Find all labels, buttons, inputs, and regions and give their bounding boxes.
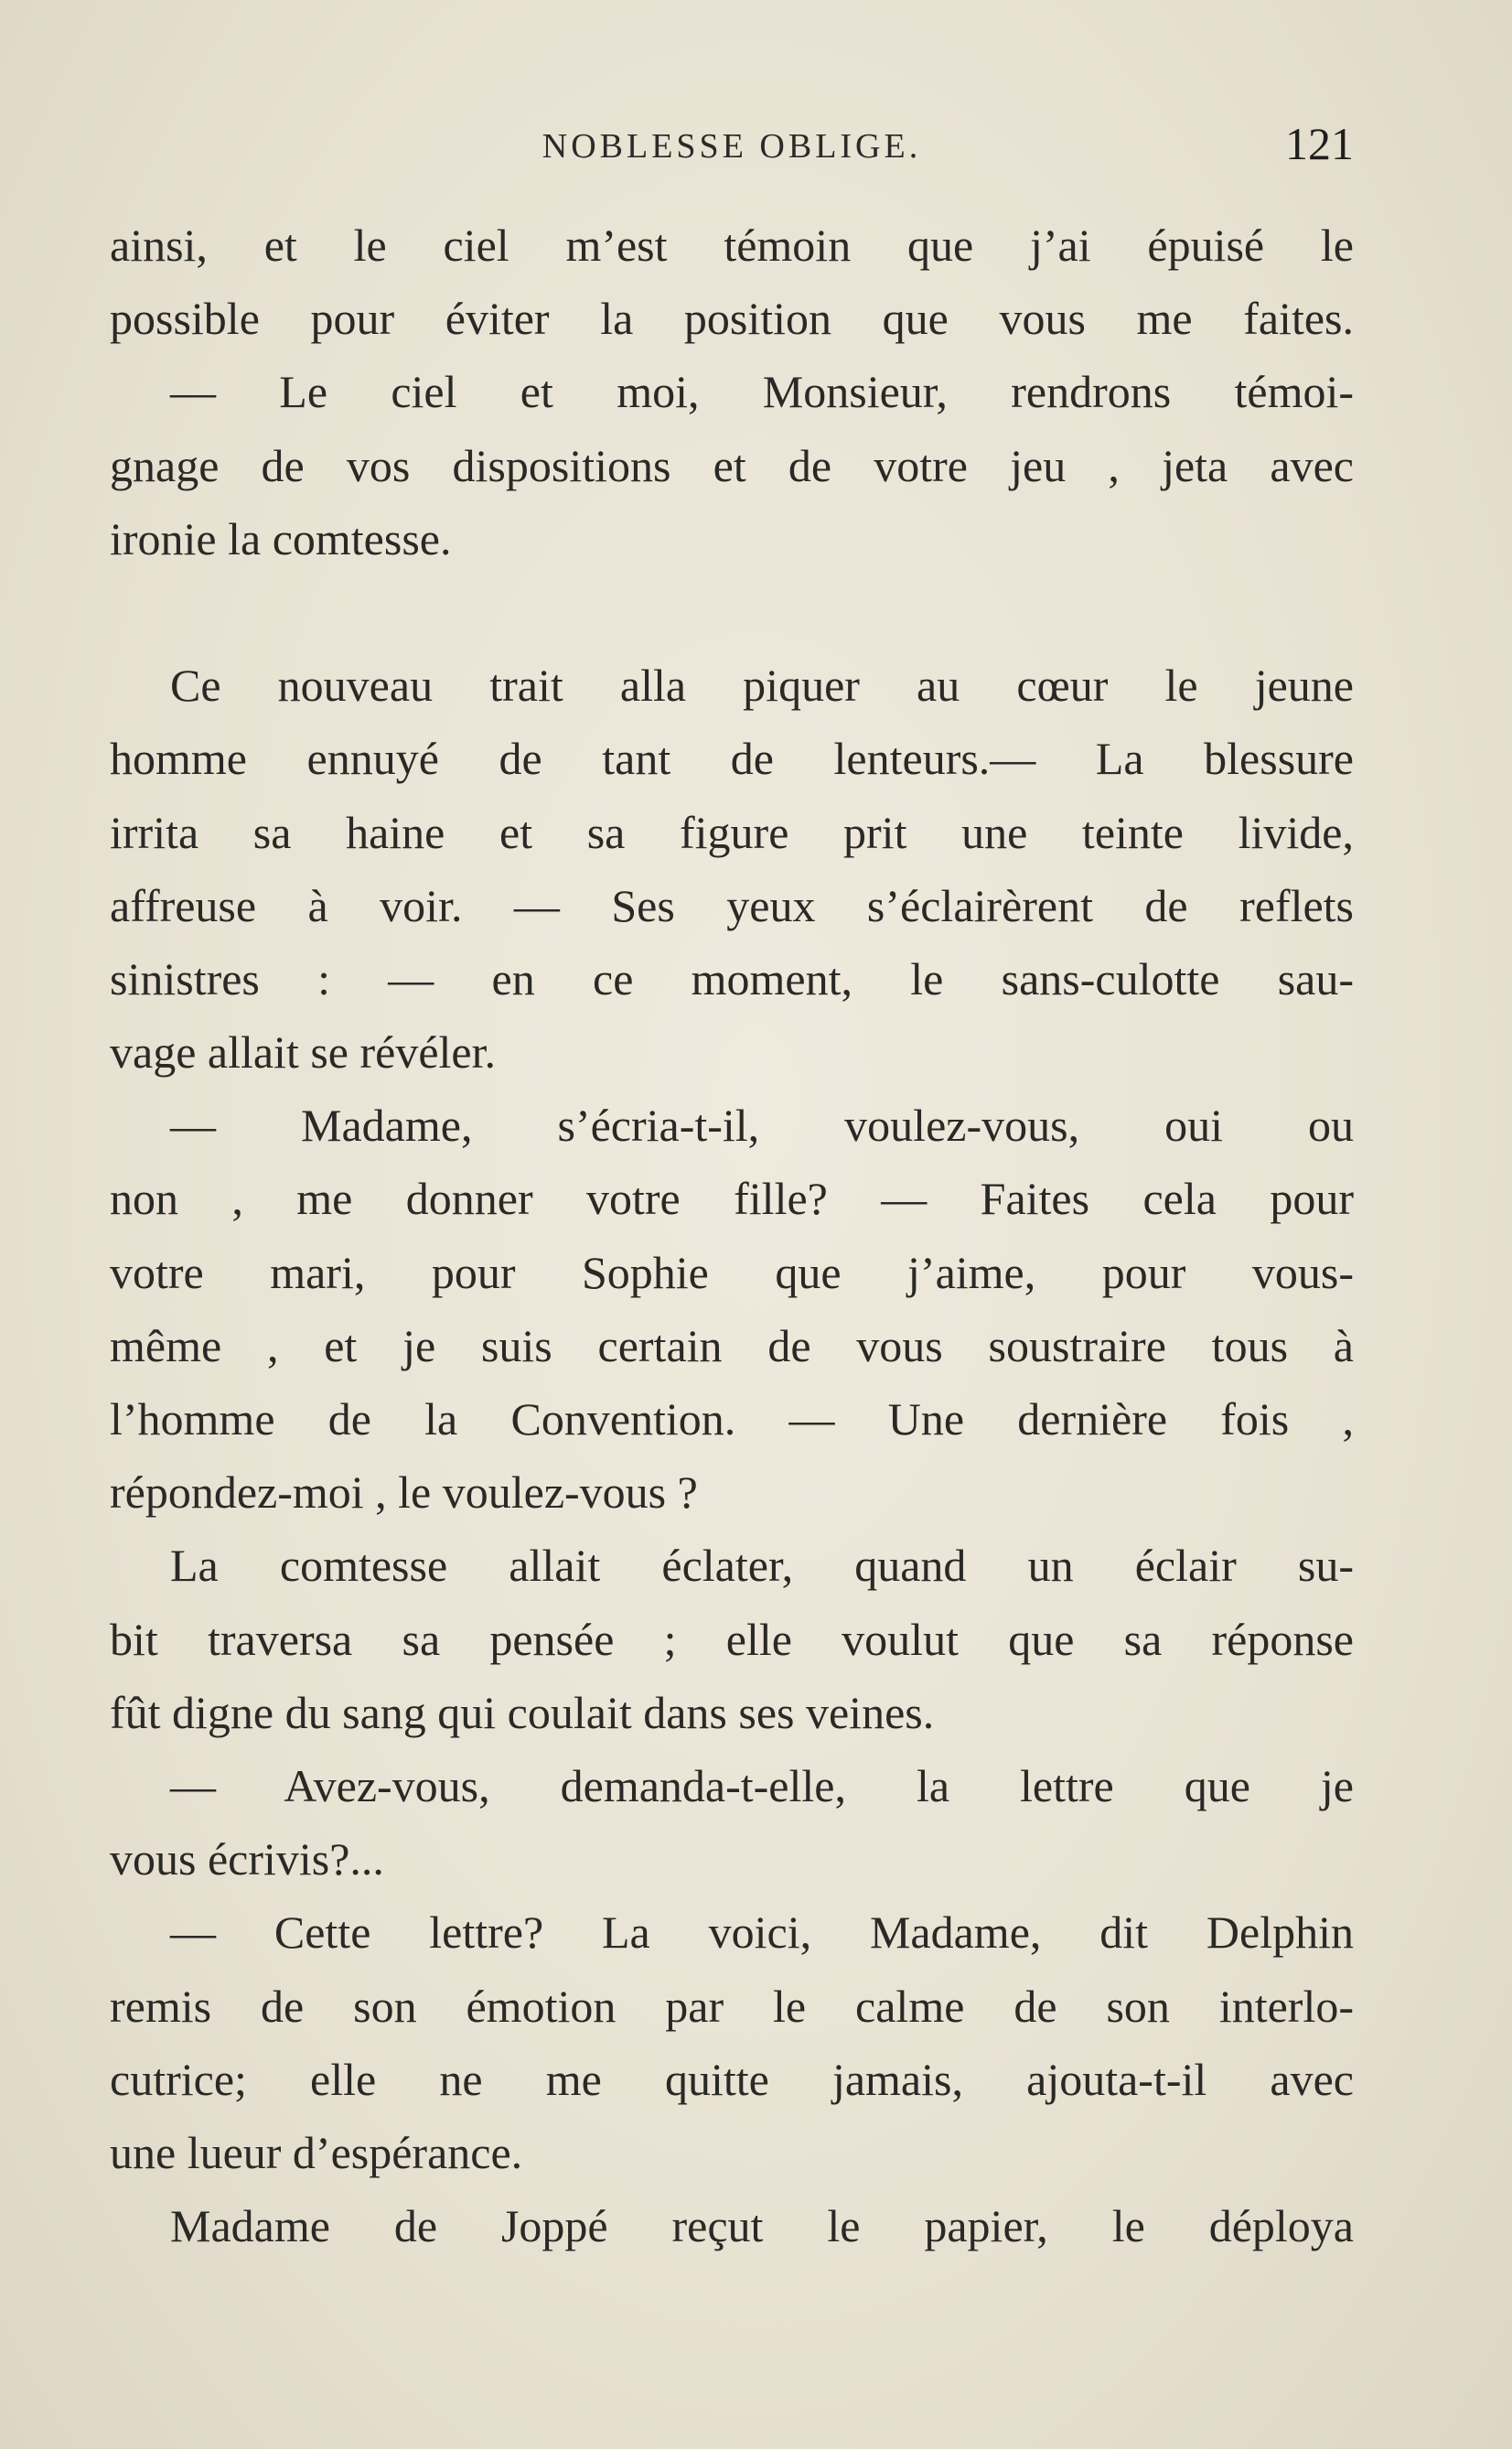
text-line: — Madame, s’écria-t-il, voulez-vous, oui ou xyxy=(170,1100,1354,1152)
text-line: Ce nouveau trait alla piquer au cœur le jeune xyxy=(170,660,1354,712)
text-line: affreuse à voir. — Ses yeux s’éclairèrent de reflets xyxy=(110,879,1354,931)
text-line: votre mari, pour Sophie que j’aime, pour vous- xyxy=(110,1246,1354,1298)
page-header xyxy=(110,117,1354,172)
text-line: répondez-moi , le voulez-vous ? xyxy=(110,1466,698,1519)
text-line: l’homme de la Convention. — Une dernière fois , xyxy=(110,1393,1354,1445)
body-text xyxy=(110,209,1354,2262)
text-line: bit traversa sa pensée ; elle voulut que sa réponse xyxy=(110,1613,1354,1665)
paragraph-gap xyxy=(110,575,1354,649)
text-line: ironie la comtesse. xyxy=(110,512,452,564)
text-line: cutrice; elle ne me quitte jamais, ajouta-t-il avec xyxy=(110,2053,1354,2105)
text-line: irrita sa haine et sa figure prit une teinte livide, xyxy=(110,806,1354,858)
text-line: — Le ciel et moi, Monsieur, rendrons témoi- xyxy=(170,366,1354,418)
text-line: homme ennuyé de tant de lenteurs.— La blessure xyxy=(110,733,1354,785)
text-line: fût digne du sang qui coulait dans ses veines. xyxy=(110,1686,935,1738)
text-line: possible pour éviter la position que vous me faites. xyxy=(110,293,1354,345)
text-line: sinistres : — en ce moment, le sans-culotte sau- xyxy=(110,952,1354,1004)
text-line: une lueur d’espérance. xyxy=(110,2126,523,2178)
text-line: — Avez-vous, demanda-t-elle, la lettre que je xyxy=(170,1759,1354,1811)
text-line: même , et je suis certain de vous soustraire tous à xyxy=(110,1319,1354,1371)
page-number: 121 xyxy=(1285,118,1354,169)
running-title: NOBLESSE OBLIGE. xyxy=(542,127,922,166)
text-line: vage allait se révéler. xyxy=(110,1026,496,1079)
text-line: remis de son émotion par le calme de son interlo- xyxy=(110,1980,1354,2032)
text-line: vous écrivis?... xyxy=(110,1833,384,1885)
text-line: ainsi, et le ciel m’est témoin que j’ai épuisé le xyxy=(110,220,1354,271)
text-line: gnage de vos dispositions et de votre jeu , jeta avec xyxy=(110,439,1354,491)
text-line: La comtesse allait éclater, quand un éclair su- xyxy=(170,1540,1354,1592)
text-line: — Cette lettre? La voici, Madame, dit Delphin xyxy=(170,1907,1354,1959)
text-line: non , me donner votre fille? — Faites cela pour xyxy=(110,1173,1354,1225)
text-line: Madame de Joppé reçut le papier, le déploya xyxy=(170,2200,1354,2252)
